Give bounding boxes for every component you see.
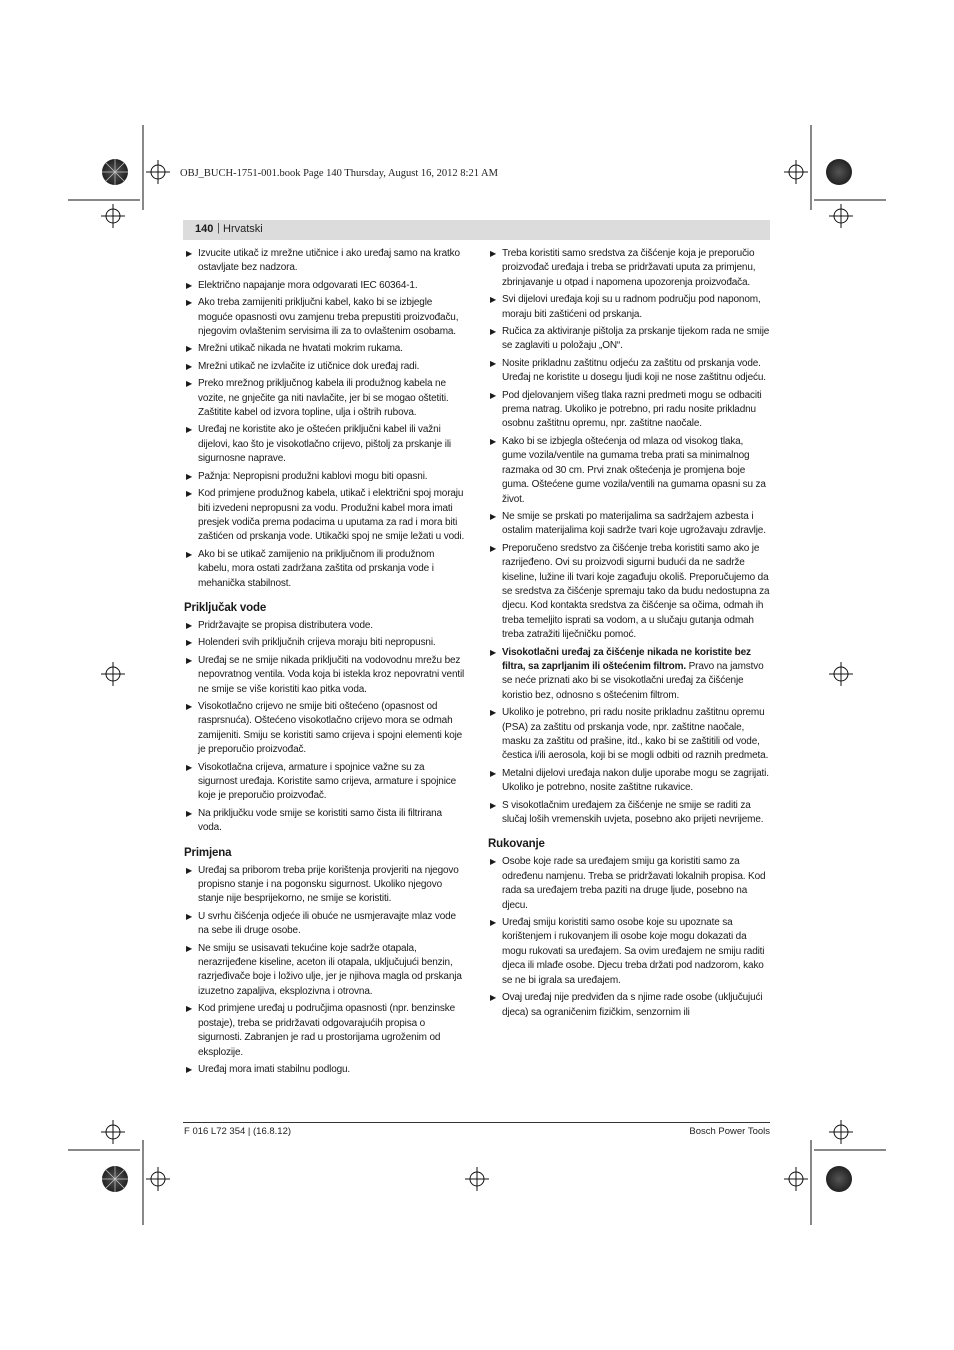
footer-brand: Bosch Power Tools xyxy=(689,1126,770,1137)
list-item: ▶ Uređaj smiju koristiti samo osobe koje su upoznate sa korištenjem i rukovanjem ili osobe koje mogu dokazati da mogu rukovati sa uređajem. Sa ovim uređajem ne smiju raditi djeca ili mlađe osobe. Djecu treba držati pod nadzorom, kako se ne bi igrala sa uređajem. xyxy=(490,917,765,986)
section-heading-use: Primjena xyxy=(184,846,232,859)
bold-warning-text: Visokotlačni uređaj za čišćenje nikada ne koristite bez filtra, sa zaprljanim ili oštećenim filtrom. xyxy=(502,646,751,672)
bullet-arrow-icon: ▶ xyxy=(186,638,193,648)
bullet-arrow-icon: ▶ xyxy=(186,808,193,818)
header-language: Hrvatski xyxy=(223,223,263,235)
list-item: ▶ Kod primjene produžnog kabela, utikač i električni spoj moraju biti izvedeni nepropusni za vodu. Produžni kabel mora imati presjek vodiča prema podacima u uputama za rad i mora biti zaštićen od prskanja vode. Utikački spoj ne smije ležati u vodi. xyxy=(186,488,465,543)
page-number: 140 xyxy=(195,223,214,235)
bullet-arrow-icon: ▶ xyxy=(186,361,193,371)
bullet-arrow-icon: ▶ xyxy=(186,943,193,953)
list-item: ▶ U svrhu čišćenja odjeće ili obuće ne usmjeravajte mlaz vode na sebe ili druge osobe. xyxy=(186,910,456,937)
list-item: ▶ Izvucite utikač iz mrežne utičnice i ako uređaj samo na kratko ostavljate bez nadzora. xyxy=(186,248,460,274)
bullet-arrow-icon: ▶ xyxy=(186,865,193,875)
list-item: ▶ Treba koristiti samo sredstva za čišćenje koja je preporučio proizvođač uređaja i treba se pridržavati uputa za primjenu, zbrinjavanje u otpad i napomena upozorenja proizvođača. xyxy=(490,248,756,288)
bullet-arrow-icon: ▶ xyxy=(186,1064,193,1074)
list-item: ▶ Mrežni utikač ne izvlačite iz utičnice dok uređaj radi. xyxy=(184,360,466,374)
bullet-arrow-icon: ▶ xyxy=(490,857,497,867)
list-item: ▶ Visokotlačna crijeva, armature i spojnice važne su za sigurnost uređaja. Koristite samo crijeva, armature i spojnice koje je preporučio proizvođač. xyxy=(186,761,457,802)
registration-mark-tl xyxy=(146,160,170,184)
bullet-arrow-icon: ▶ xyxy=(186,249,193,258)
bullet-arrow-icon: ▶ xyxy=(490,647,497,657)
bullet-arrow-icon: ▶ xyxy=(490,327,497,337)
book-info-line: OBJ_BUCH-1751-001.book Page 140 Thursday, August 16, 2012 8:21 AM xyxy=(180,168,498,179)
bullet-arrow-icon: ▶ xyxy=(186,489,193,499)
bullet-arrow-icon: ▶ xyxy=(186,1004,193,1014)
footer-doc-code: F 016 L72 354 | (16.8.12) xyxy=(184,1126,292,1137)
bullet-arrow-icon: ▶ xyxy=(186,911,193,921)
bullet-arrow-icon: ▶ xyxy=(490,768,497,778)
list-item: ▶ Uređaj mora imati stabilnu podlogu. xyxy=(184,1063,466,1077)
bullet-arrow-icon: ▶ xyxy=(490,511,497,521)
list-item: ▶ Visokotlačno crijevo ne smije biti oštećeno (opasnost od rasprsnuća). Oštećeno visokotlačno crijevo mora se odmah zamijeniti. Smiju se koristiti samo crijeva i spojni elementi koje je preporučio proizvođač. xyxy=(186,700,463,756)
right-column xyxy=(488,247,770,1023)
list-item: ▶ Holenderi svih priključnih crijeva moraju biti nepropusni. xyxy=(184,636,466,650)
list-item: ▶ Uređaj sa priborom treba prije korištenja provjeriti na njegovo propisno stanje i na pogonsku sigurnost. Ukoliko njegovo stanje nije besprijekorno, ne smije se koristiti. xyxy=(186,864,459,905)
list-item: ▶ S visokotlačnim uređajem za čišćenje ne smije se raditi za slučaj loših vremenskih uvjeta, posebno ako prijeti nevrijeme. xyxy=(490,799,764,826)
bullet-arrow-icon: ▶ xyxy=(186,620,193,630)
list-item: ▶ Ne smije se prskati po materijalima sa sadržajem azbesta i ostalim materijalima koji sadrže tvari koje ugrožavaju zdravlje. xyxy=(490,510,766,537)
warning-text: Pravo na jamstvo se neće priznati ako bi se visokotlačni uređaj za čišćenje koristio bez, odnosno s oštećenim filtrom. xyxy=(502,660,764,701)
list-item: ▶ Svi dijelovi uređaja koji su u radnom području pod naponom, moraju biti zaštićeni od prskanja. xyxy=(490,294,761,320)
left-column xyxy=(184,247,466,1080)
bullet-arrow-icon: ▶ xyxy=(186,701,193,711)
list-item: ▶ Ovaj uređaj nije predviđen da s njime rade osobe (uključujući djeca) sa ograničenim fizičkim, senzornim ili xyxy=(490,992,763,1018)
list-item: ▶ Kod primjene uređaj u područjima opasnosti (npr. benzinske postaje), treba se pridržavati odgovarajućih propisa o sigurnosti. Zabranjen je rad u prostorijama ugroženim od eksplozije. xyxy=(186,1003,456,1058)
bullet-arrow-icon: ▶ xyxy=(186,379,193,389)
list-item: ▶ Preko mrežnog priključnog kabela ili produžnog kabela ne vozite, ne gnječite ga niti navlačite, jer bi se mogao oštetiti. Zaštitite kabel od izvora topline, ulja i oštrih rubova. xyxy=(186,378,449,419)
list-item: ▶ Metalni dijelovi uređaja nakon dulje uporabe mogu se zagrijati. Ukoliko je potrebno, nosite zaštitne rukavice. xyxy=(490,767,769,794)
footer-rule xyxy=(183,1122,770,1123)
list-item: ▶ Ukoliko je potrebno, pri radu nosite prikladnu zaštitnu opremu (PSA) za zaštitu od prskanja vode, npr. zaštitne naočale, masku za zaštitu od prašine, itd., kako bi se zaštitili od vode, čestica i/ili aerosola, koji bi se mogli odbiti od raznih predmeta. xyxy=(490,707,769,762)
bullet-arrow-icon: ▶ xyxy=(490,543,497,553)
list-item: ▶ Pridržavajte se propisa distributera vode. xyxy=(184,619,466,633)
header-separator: | xyxy=(217,222,220,234)
bullet-arrow-icon: ▶ xyxy=(490,358,497,368)
bullet-arrow-icon: ▶ xyxy=(186,298,193,308)
list-item: ▶ Nosite prikladnu zaštitnu odjeću za zaštitu od prskanja vode. Uređaj ne koristite u dosegu ljudi koji ne nose zaštitnu odjeću. xyxy=(490,357,766,384)
list-item: ▶ Ne smiju se usisavati tekućine koje sadrže otapala, nerazrijeđene kiseline, aceton ili otapala, uključujući benzin, razrjeđivače boje i loživo ulje, jer je njihova magla od prskanja izuzetno zapaljiva, eksplozivna i otrovna. xyxy=(186,942,462,997)
list-item: ▶ Kako bi se izbjegla oštećenja od mlaza od visokog tlaka, gume vozila/ventile na gumama treba prati sa minimalnog razmaka od 30 cm. Prvi znak oštećenja je promjena boje guma. Oštećene gume vozila/ventili na gumama opasni su za život. xyxy=(490,435,766,505)
list-item: ▶ Preporučeno sredstvo za čišćenje treba koristiti samo ako je razrijeđeno. Ovi su proizvodi sigurni budući da ne sadrže kiseline, lužine ili tvari koje zagađuju okoliš. Preporučujemo da se sredstva za čišćenje spremaju tako da budu nedostupna za djecu. Kod kontakta sredstva za čišćenje sa očima, odmah ih treba temeljito isprati sa vodom, a u slučaju gutanja odmah treba zatražiti liječničku pomoć. xyxy=(490,542,770,641)
bullet-arrow-icon: ▶ xyxy=(490,390,497,400)
use-list xyxy=(184,864,466,1078)
list-item: ▶ Ručica za aktiviranje pištolja za prskanje tijekom rada ne smije se zaglaviti u položaju „ON“. xyxy=(490,326,770,352)
section-heading-handling: Rukovanje xyxy=(488,838,545,851)
bullet-arrow-icon: ▶ xyxy=(186,549,193,559)
bullet-arrow-icon: ▶ xyxy=(490,436,497,446)
bullet-arrow-icon: ▶ xyxy=(186,425,193,435)
section-heading-water: Priključak vode xyxy=(184,601,267,614)
list-item: ▶ Električno napajanje mora odgovarati IEC 60364-1. xyxy=(184,279,466,293)
bullet-arrow-icon: ▶ xyxy=(490,249,497,258)
bullet-arrow-icon: ▶ xyxy=(186,762,193,772)
bullet-arrow-icon: ▶ xyxy=(186,471,193,481)
list-item: ▶ Mrežni utikač nikada ne hvatati mokrim rukama. xyxy=(184,342,466,356)
list-item: ▶ Ako bi se utikač zamijenio na priključnom ili produžnom kabelu, mora ostati zadržana zaštita od prskanja vode i mehanička stabilnost. xyxy=(186,548,435,589)
intro-list xyxy=(184,247,466,591)
list-item: ▶ Pod djelovanjem višeg tlaka razni predmeti mogu se odbaciti prema natrag. Ukoliko je potrebno, pri radu nosite prikladnu osobnu zaštitnu opremu, npr. zaštitne naočale. xyxy=(490,389,762,430)
list-item: ▶ Uređaj ne koristite ako je oštećen priključni kabel ili važni dijelovi, kao što je visokotlačno crijevo, pištolj za prskanje ili sigurnosne naprave. xyxy=(186,424,451,465)
bullet-arrow-icon: ▶ xyxy=(186,280,193,290)
bullet-arrow-icon: ▶ xyxy=(186,344,193,354)
bullet-arrow-icon: ▶ xyxy=(490,295,497,305)
bullet-arrow-icon: ▶ xyxy=(186,655,193,665)
list-item-filter-warning xyxy=(488,646,770,704)
bullet-arrow-icon: ▶ xyxy=(490,708,497,718)
list-item: ▶ Uređaj se ne smije nikada priključiti na vodovodnu mrežu bez nepovratnog ventila. Voda koja bi istekla kroz nepovratni ventil ne smije se više koristiti kao pitka voda. xyxy=(186,654,465,695)
page-header xyxy=(183,220,770,240)
list-item: ▶ Osobe koje rade sa uređajem smiju ga koristiti samo za određenu namjenu. Treba se pridržavati lokalnih propisa. Kod rada sa uređajem treba paziti na druge ljude, posebno na djecu. xyxy=(490,856,766,911)
bullet-arrow-icon: ▶ xyxy=(490,993,497,1003)
safety-list xyxy=(488,247,770,827)
list-item: ▶ Ako treba zamijeniti priključni kabel, kako bi se izbjegle moguće opasnosti ovu zamjenu treba prepustiti proizvođaču, njegovim ovlaštenim servisima ili za to ovlaštenim osobama. xyxy=(186,297,459,338)
bullet-arrow-icon: ▶ xyxy=(490,918,497,928)
list-item: ▶ Na priključku vode smije se koristiti samo čista ili filtrirana voda. xyxy=(186,807,442,834)
list-item: ▶ Pažnja: Nepropisni produžni kablovi mogu biti opasni. xyxy=(184,470,466,484)
bullet-arrow-icon: ▶ xyxy=(490,800,497,810)
water-list xyxy=(184,619,466,836)
handling-list xyxy=(488,855,770,1019)
